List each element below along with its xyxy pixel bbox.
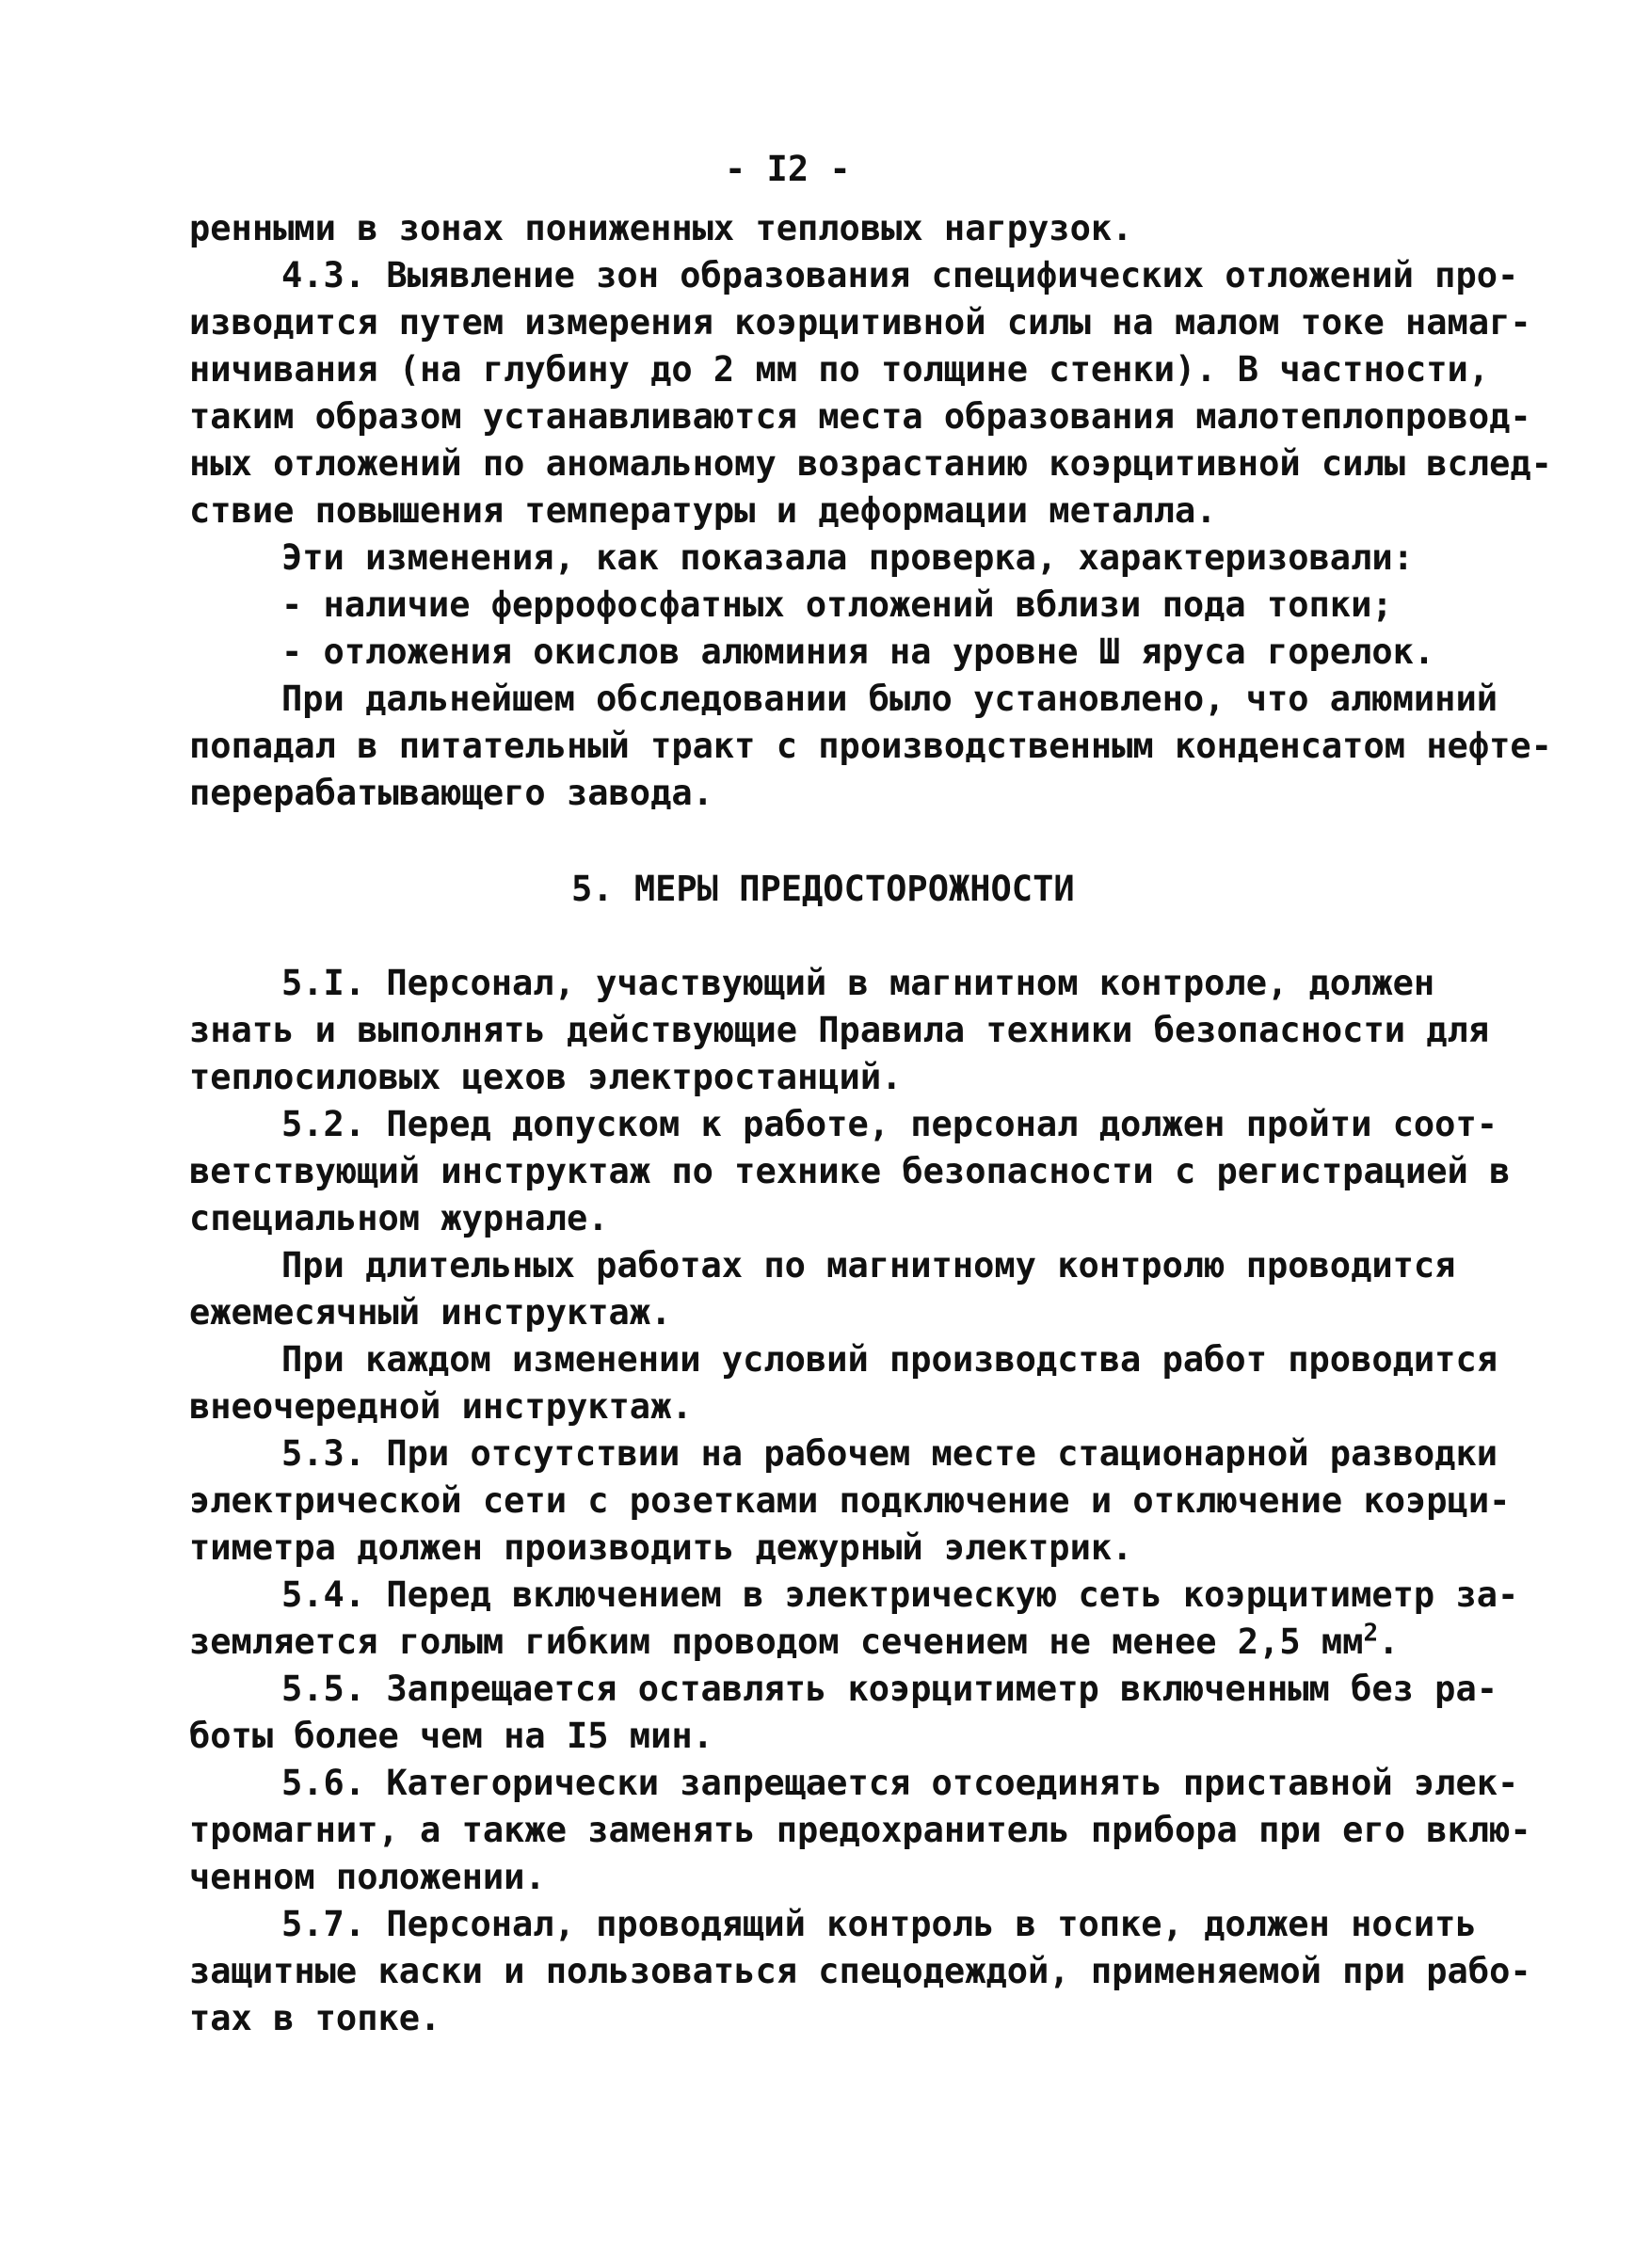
text-line: Эти изменения, как показала проверка, характеризовали:: [281, 537, 1414, 578]
text-line: электрической сети с розетками подключение и отключение коэрци-: [189, 1480, 1511, 1521]
paragraph-5-4-line: 5.4. Перед включением в электрическую сеть коэрцитиметр за-: [281, 1574, 1519, 1615]
list-item: - отложения окислов алюминия на уровне Ш яруса горелок.: [281, 631, 1435, 672]
text-line: тиметра должен производить дежурный электрик.: [189, 1527, 1133, 1568]
paragraph-5-1-line: 5.I. Персонал, участвующий в магнитном контроле, должен: [281, 963, 1435, 1003]
text-line: При каждом изменении условий производства работ проводится: [281, 1339, 1498, 1380]
text-line: ных отложений по аномальному возрастанию коэрцитивной силы вслед-: [189, 443, 1552, 484]
text-line: теплосиловых цехов электростанций.: [189, 1057, 903, 1097]
text-line: изводится путем измерения коэрцитивной силы на малом токе намаг-: [189, 302, 1531, 343]
text-line: При дальнейшем обследовании было установлено, что алюминий: [281, 679, 1498, 719]
text-line: внеочередной инструктаж.: [189, 1386, 693, 1427]
paragraph-5-2-line: 5.2. Перед допуском к работе, персонал должен пройти соот-: [281, 1104, 1498, 1144]
text-line: ренными в зонах пониженных тепловых нагрузок.: [189, 208, 1133, 248]
text-line: ствие повышения температуры и деформации металла.: [189, 490, 1217, 531]
text-line: [189, 1619, 1399, 1666]
text-line: ежемесячный инструктаж.: [189, 1292, 672, 1333]
text-line: тромагнит, а также заменять предохранитель прибора при его вклю-: [189, 1810, 1531, 1850]
line-end: .: [1378, 1621, 1400, 1662]
text-line: При длительных работах по магнитному контролю проводится: [281, 1245, 1456, 1286]
paragraph-5-7-line: 5.7. Персонал, проводящий контроль в топке, должен носить: [281, 1904, 1477, 1944]
paragraph-5-5-line: 5.5. Запрещается оставлять коэрцитиметр включенным без ра-: [281, 1669, 1498, 1709]
text-line: знать и выполнять действующие Правила техники безопасности для: [189, 1010, 1490, 1050]
text-line: ветствующий инструктаж по технике безопасности с регистрацией в: [189, 1151, 1511, 1191]
paragraph-5-6-line: 5.6. Категорически запрещается отсоединять приставной элек-: [281, 1763, 1519, 1803]
text-line: ничивания (на глубину до 2 мм по толщине стенки). В частности,: [189, 349, 1490, 390]
section-heading: 5. МЕРЫ ПРЕДОСТОРОЖНОСТИ: [571, 869, 1075, 909]
paragraph-4-3-line: 4.3. Выявление зон образования специфических отложений про-: [281, 255, 1519, 295]
page-number: - I2 -: [725, 149, 851, 189]
text-line: перерабатывающего завода.: [189, 773, 713, 813]
text-line: боты более чем на I5 мин.: [189, 1716, 713, 1756]
text-line: ченном положении.: [189, 1857, 546, 1897]
text-line: специальном журнале.: [189, 1198, 609, 1238]
superscript: 2: [1363, 1619, 1379, 1648]
text-line-main: земляется голым гибким проводом сечением не менее 2,5 мм: [189, 1621, 1364, 1662]
paragraph-5-3-line: 5.3. При отсутствии на рабочем месте стационарной разводки: [281, 1433, 1498, 1474]
text-line: попадал в питательный тракт с производственным конденсатом нефте-: [189, 726, 1552, 766]
list-item: - наличие феррофосфатных отложений вблизи пода топки;: [281, 584, 1393, 625]
text-line: тах в топке.: [189, 1998, 441, 2038]
text-line: защитные каски и пользоваться спецодеждой, применяемой при рабо-: [189, 1951, 1531, 1991]
text-line: таким образом устанавливаются места образования малотеплопровод-: [189, 396, 1531, 437]
